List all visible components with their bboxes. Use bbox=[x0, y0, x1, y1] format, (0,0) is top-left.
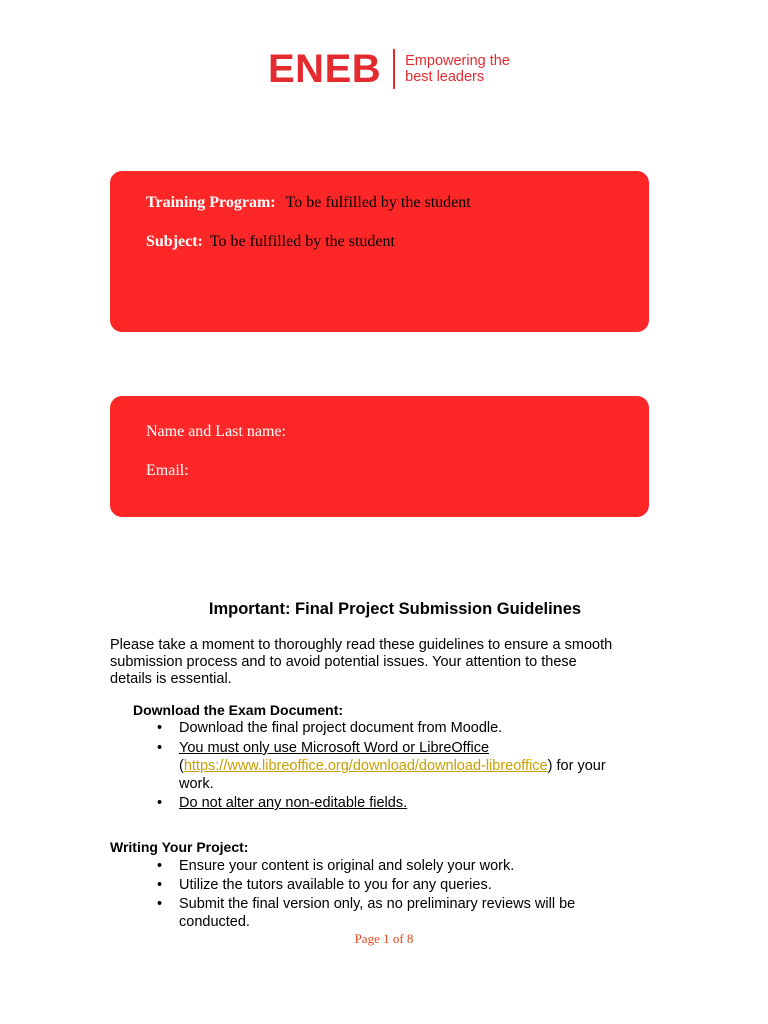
download-bullet-1: Download the final project document from Moodle. bbox=[179, 720, 503, 736]
student-info-box bbox=[110, 396, 649, 517]
writing-bullet-3-line2: conducted. bbox=[179, 914, 250, 930]
libreoffice-line bbox=[179, 757, 649, 775]
work-line: work. bbox=[179, 776, 214, 792]
logo-tagline-line2: best leaders bbox=[405, 69, 485, 85]
libreoffice-link[interactable]: https://www.libreoffice.org/download/download-libreoffice bbox=[183, 758, 548, 774]
paren-close: ) for your bbox=[547, 758, 606, 774]
software-requirement: You must only use Microsoft Word or LibreOffice bbox=[179, 740, 490, 756]
intro-line: Please take a moment to thoroughly read these guidelines to ensure a smooth bbox=[110, 637, 613, 653]
bullet-icon: • bbox=[157, 877, 163, 893]
writing-section-title: Writing Your Project: bbox=[110, 839, 249, 855]
name-row[interactable] bbox=[146, 423, 286, 441]
subject-field[interactable]: To be fulfilled by the student bbox=[209, 233, 395, 250]
page-title: Important: Final Project Submission Guidelines bbox=[208, 600, 582, 618]
download-bullet-2 bbox=[179, 739, 649, 793]
logo-tagline bbox=[405, 53, 510, 85]
email-label: Email: bbox=[146, 462, 189, 479]
logo-divider bbox=[393, 49, 395, 89]
email-row[interactable] bbox=[146, 462, 189, 480]
program-info-box bbox=[110, 171, 649, 332]
subject-row bbox=[146, 233, 395, 251]
training-program-row bbox=[146, 194, 471, 212]
page-number: Page 1 of 8 bbox=[354, 931, 414, 946]
intro-paragraph bbox=[110, 637, 650, 688]
subject-label: Subject: bbox=[146, 233, 203, 250]
training-program-field[interactable]: To be fulfilled by the student bbox=[285, 194, 471, 211]
logo-mark: ENEB bbox=[268, 47, 382, 91]
download-section-title: Download the Exam Document: bbox=[133, 702, 344, 718]
intro-line: details is essential. bbox=[110, 671, 232, 687]
bullet-icon: • bbox=[157, 720, 163, 736]
writing-bullet-1: Ensure your content is original and solely your work. bbox=[179, 858, 515, 874]
eneb-logo bbox=[268, 48, 510, 90]
bullet-icon: • bbox=[157, 896, 163, 912]
name-label: Name and Last name: bbox=[146, 423, 286, 440]
logo-tagline-line1: Empowering the bbox=[405, 53, 510, 69]
intro-line: submission process and to avoid potential issues. Your attention to these bbox=[110, 654, 577, 670]
bullet-icon: • bbox=[157, 858, 163, 874]
writing-bullet-2: Utilize the tutors available to you for any queries. bbox=[179, 877, 492, 893]
download-bullet-3: Do not alter any non-editable fields. bbox=[179, 795, 408, 811]
training-program-label: Training Program: bbox=[146, 194, 276, 211]
writing-bullet-3-line1: Submit the final version only, as no preliminary reviews will be bbox=[179, 896, 576, 912]
paren-open: ( bbox=[179, 758, 184, 774]
bullet-icon: • bbox=[157, 795, 163, 811]
bullet-icon: • bbox=[157, 740, 163, 756]
writing-bullet-3 bbox=[179, 895, 649, 931]
